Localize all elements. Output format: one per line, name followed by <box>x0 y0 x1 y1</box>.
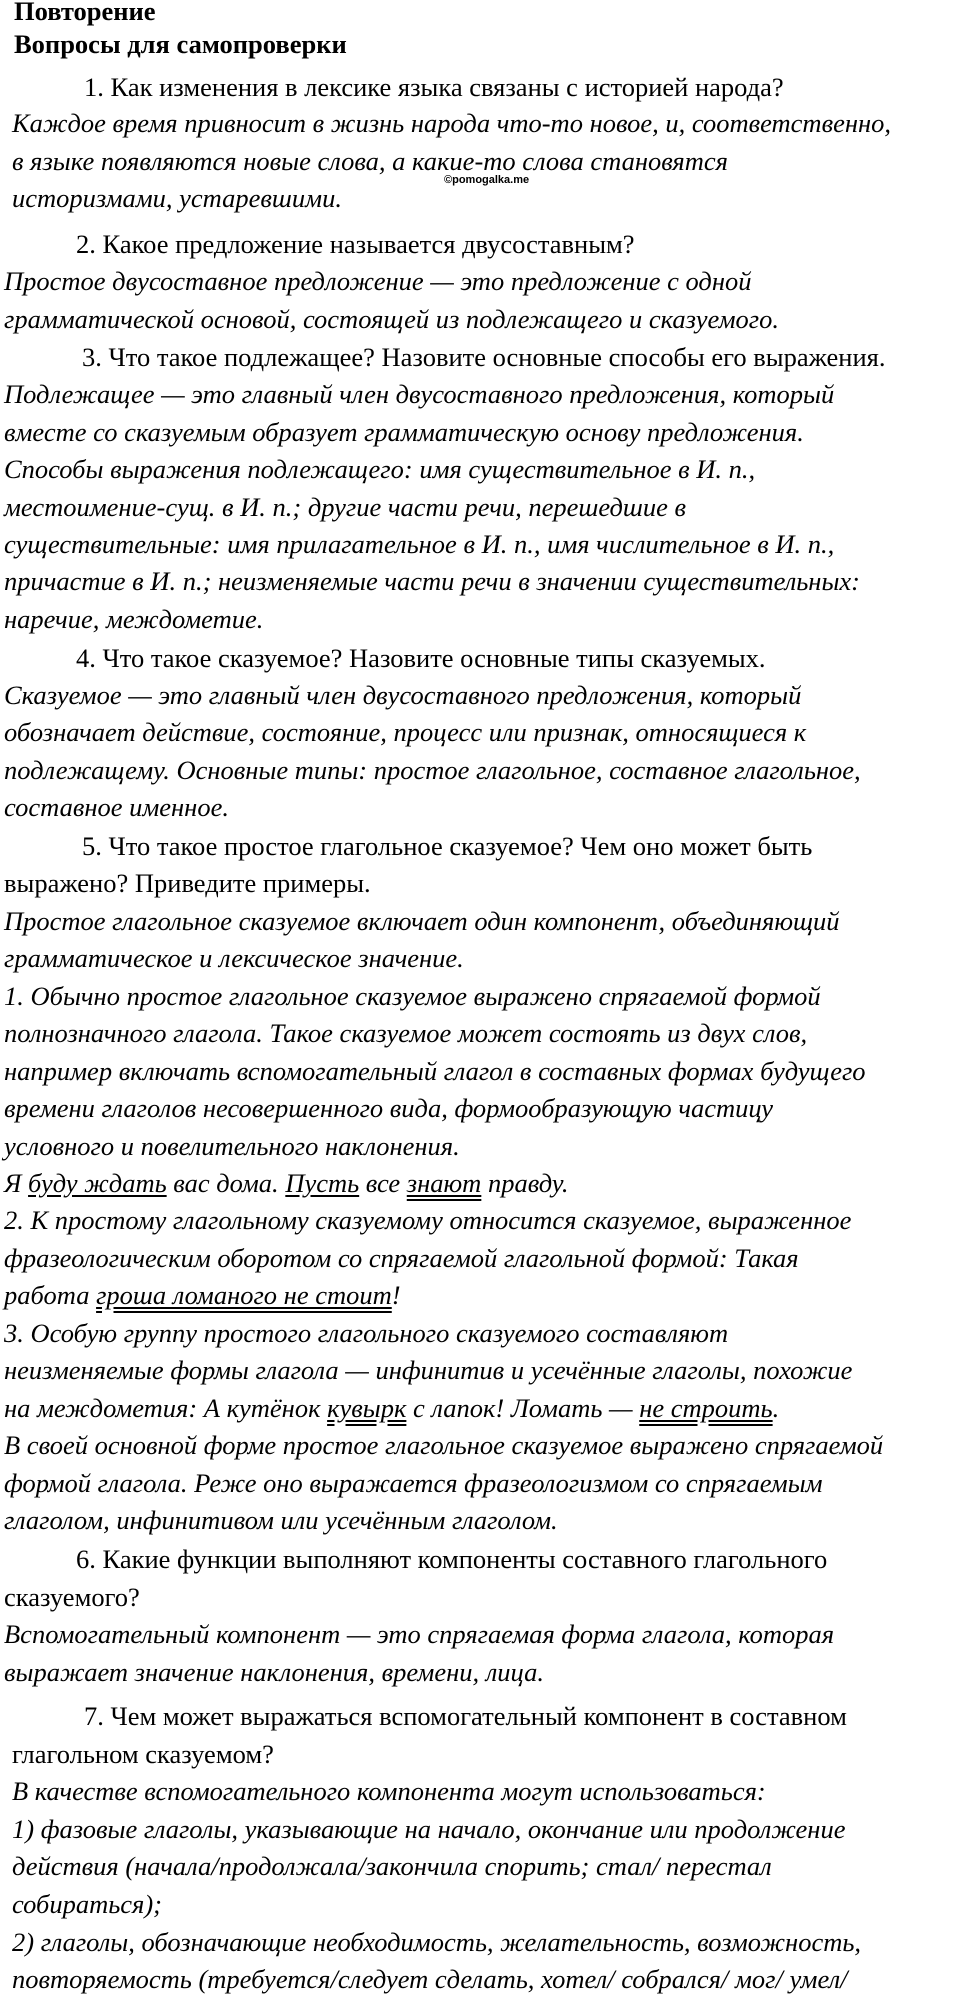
example-text: все <box>359 1168 407 1198</box>
double-underlined-predicate: не строить <box>639 1393 773 1423</box>
answer-5-line: неизменяемые формы глагола — инфинитив и усечённые глаголы, похожие <box>4 1355 853 1385</box>
answer-5-line: времени глаголов несовершенного вида, формообразующую частицу <box>4 1093 774 1123</box>
answer-5-line: Простое глагольное сказуемое включает один компонент, объединяющий <box>4 906 840 936</box>
question-7: 7. Чем может выражаться вспомогательный компонент в составном <box>84 1701 847 1731</box>
example-text: правду. <box>481 1168 569 1198</box>
answer-1-line: Каждое время привносит в жизнь народа что-то новое, и, соответственно, <box>12 108 892 138</box>
answer-3-line: наречие, междометие. <box>4 604 264 634</box>
question-7: глагольном сказуемом? <box>12 1739 274 1769</box>
answer-5-line: полнозначного глагола. Такое сказуемое может состоять из двух слов, <box>4 1018 808 1048</box>
answer-7-line: действия (начала/продолжала/закончила спорить; стал/ перестал <box>12 1851 772 1881</box>
question-6: сказуемого? <box>4 1582 140 1612</box>
answer-3-line: вместе со сказуемым образует грамматическую основу предложения. <box>4 417 804 447</box>
double-underlined-predicate: гроша ломаного не стоит <box>96 1280 392 1310</box>
answer-5-line: условного и повелительного наклонения. <box>4 1131 460 1161</box>
answer-7-line: 2) глаголы, обозначающие необходимость, желательность, возможность, <box>12 1927 862 1957</box>
underlined-predicate: Пусть <box>285 1168 360 1198</box>
answer-5-line: грамматическое и лексическое значение. <box>4 943 464 973</box>
answer-7-line: повторяемость (требуется/следует сделать, хотел/ собрался/ мог/ умел/ <box>12 1964 848 1994</box>
answer-4-line: Сказуемое — это главный член двусоставного предложения, который <box>4 680 802 710</box>
question-1: 1. Как изменения в лексике языка связаны с историей народа? <box>84 72 784 102</box>
question-3: 3. Что такое подлежащее? Назовите основные способы его выражения. <box>82 342 886 372</box>
answer-3-line: местоимение-сущ. в И. п.; другие части речи, перешедшие в <box>4 492 687 522</box>
answer-2-line: грамматической основой, состоящей из подлежащего и сказуемого. <box>4 304 780 334</box>
answer-4-line: составное именное. <box>4 792 229 822</box>
answer-5-line: глаголом, инфинитивом или усечённым глаголом. <box>4 1505 558 1535</box>
double-underlined-predicate: кувырк <box>327 1393 407 1423</box>
answer-5-line: фразеологическим оборотом со спрягаемой глагольной формой: Такая <box>4 1243 799 1273</box>
underlined-predicate: буду ждать <box>28 1168 167 1198</box>
question-5: 5. Что такое простое глагольное сказуемое? Чем оно может быть <box>82 831 813 861</box>
example-text: на междометия: А кутёнок <box>4 1393 328 1423</box>
answer-3-line: Способы выражения подлежащего: имя существительное в И. п., <box>4 454 756 484</box>
watermark: ©pomogalka.me <box>444 174 530 186</box>
example-text: с лапок! Ломать — <box>406 1393 640 1423</box>
question-6: 6. Какие функции выполняют компоненты составного глагольного <box>76 1544 828 1574</box>
answer-5-line: 1. Обычно простое глагольное сказуемое выражено спрягаемой формой <box>4 981 821 1011</box>
example-sentence <box>4 1278 401 1312</box>
answer-1-line: историзмами, устаревшими. <box>12 183 342 213</box>
answer-3-line: Подлежащее — это главный член двусоставного предложения, который <box>4 379 835 409</box>
question-5: выражено? Приведите примеры. <box>4 868 371 898</box>
answer-5-line: формой глагола. Реже оно выражается фразеологизмом со спрягаемым <box>4 1468 823 1498</box>
answer-7-line: собираться); <box>12 1889 163 1919</box>
example-text: ! <box>391 1280 401 1310</box>
example-text: вас дома. <box>166 1168 286 1198</box>
answer-7-line: 1) фазовые глаголы, указывающие на начало, окончание или продолжение <box>12 1814 846 1844</box>
example-text: Я <box>4 1168 29 1198</box>
answer-2-line: Простое двусоставное предложение — это предложение с одной <box>4 266 752 296</box>
section-subheading: Вопросы для самопроверки <box>14 29 347 59</box>
example-text: . <box>772 1393 780 1423</box>
answer-3-line: существительные: имя прилагательное в И. п., имя числительное в И. п., <box>4 529 835 559</box>
answer-5-line: 2. К простому глагольному сказуемому относится сказуемое, выраженное <box>4 1205 852 1235</box>
answer-7-line: В качестве вспомогательного компонента могут использоваться: <box>12 1776 766 1806</box>
section-heading: Повторение <box>14 0 156 26</box>
double-underlined-predicate: знают <box>406 1168 482 1198</box>
answer-6-line: Вспомогательный компонент — это спрягаемая форма глагола, которая <box>4 1619 835 1649</box>
answer-4-line: подлежащему. Основные типы: простое глагольное, составное глагольное, <box>4 755 861 785</box>
example-text: работа <box>4 1280 97 1310</box>
answer-6-line: выражает значение наклонения, времени, лица. <box>4 1657 545 1687</box>
example-sentence <box>4 1391 779 1425</box>
answer-5-line: В своей основной форме простое глагольное сказуемое выражено спрягаемой <box>4 1430 884 1460</box>
answer-1-line: в языке появляются новые слова, а какие-то слова становятся <box>12 146 728 176</box>
answer-5-line: 3. Особую группу простого глагольного сказуемого составляют <box>4 1318 729 1348</box>
answer-5-line: например включать вспомогательный глагол в составных формах будущего <box>4 1056 866 1086</box>
answer-4-line: обозначает действие, состояние, процесс или признак, относящиеся к <box>4 717 807 747</box>
question-2: 2. Какое предложение называется двусоставным? <box>76 229 635 259</box>
question-4: 4. Что такое сказуемое? Назовите основные типы сказуемых. <box>76 643 766 673</box>
answer-3-line: причастие в И. п.; неизменяемые части речи в значении существительных: <box>4 566 860 596</box>
example-sentence <box>4 1166 568 1200</box>
